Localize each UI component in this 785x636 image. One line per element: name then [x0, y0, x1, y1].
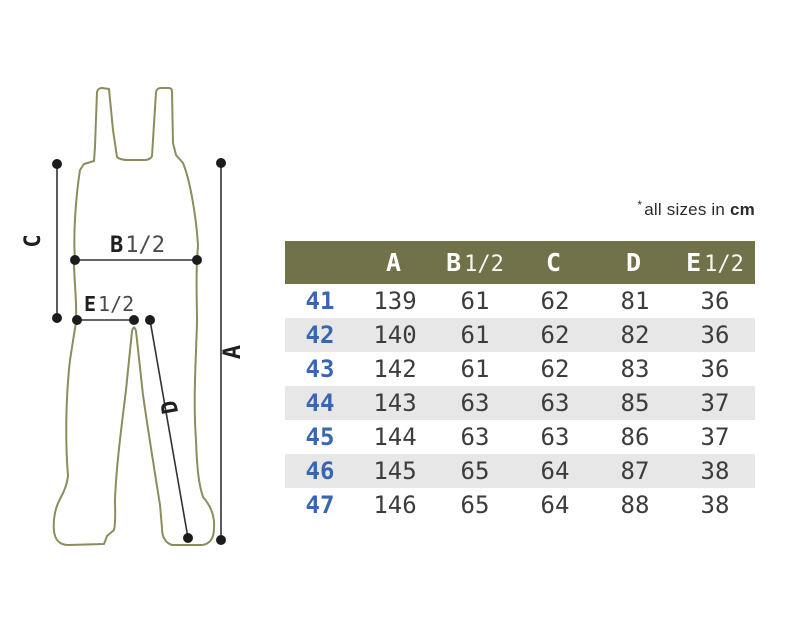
size-label: 43 [305, 355, 335, 383]
units-note-unit: cm [730, 200, 755, 219]
measurement-value: 63 [540, 423, 570, 451]
measurement-value: 63 [460, 423, 490, 451]
measure-label-e-letter: E [84, 292, 97, 316]
size-column-header [285, 241, 355, 284]
table-row [285, 318, 755, 352]
measurement-value: 87 [620, 457, 650, 485]
measurement-value: 61 [460, 355, 490, 383]
measure-dot [72, 315, 82, 325]
measurement-value: 37 [700, 423, 730, 451]
measurement-value: 140 [373, 321, 417, 349]
measure-dot [129, 315, 139, 325]
measurement-value: 38 [700, 491, 730, 519]
measurement-value: 38 [700, 457, 730, 485]
table-row [285, 284, 755, 318]
measurement-value: 88 [620, 491, 650, 519]
measurement-value: 62 [540, 355, 570, 383]
measurement-value: 146 [373, 491, 417, 519]
measurement-value: 81 [620, 287, 650, 315]
measurement-value: 63 [460, 389, 490, 417]
measurement-value: 86 [620, 423, 650, 451]
col-header-d: D [625, 248, 642, 277]
measurement-value: 142 [373, 355, 417, 383]
size-table [285, 241, 755, 522]
size-label: 44 [305, 389, 335, 417]
size-label: 45 [305, 423, 335, 451]
measure-label-b-frac: 1/2 [125, 233, 165, 258]
measure-dot [52, 159, 62, 169]
measurement-value: 36 [700, 321, 730, 349]
measurement-value: 62 [540, 321, 570, 349]
size-table-grid [285, 241, 755, 522]
measurement-value: 85 [620, 389, 650, 417]
measurement-value: 82 [620, 321, 650, 349]
measure-line-d [150, 320, 188, 538]
size-label: 47 [305, 491, 335, 519]
measure-label-b [110, 233, 165, 258]
table-row [285, 454, 755, 488]
measurement-value: 139 [373, 287, 417, 315]
table-row [285, 386, 755, 420]
measurement-value: 62 [540, 287, 570, 315]
measure-label-c: C [21, 234, 46, 248]
asterisk: * [637, 198, 643, 212]
measure-dot [216, 535, 226, 545]
measurement-value: 64 [540, 491, 570, 519]
col-header-c: C [545, 248, 562, 277]
size-label: 41 [305, 287, 335, 315]
measure-label-d: D [157, 398, 185, 416]
measure-dot [52, 313, 62, 323]
measurement-value: 61 [460, 321, 490, 349]
measure-dot [216, 158, 226, 168]
col-header-b: B 1/2 [446, 248, 504, 277]
waders-diagram [0, 0, 270, 600]
measurement-value: 63 [540, 389, 570, 417]
measurement-value: 36 [700, 355, 730, 383]
measurement-value: 37 [700, 389, 730, 417]
measurement-value: 65 [460, 457, 490, 485]
measurement-value: 64 [540, 457, 570, 485]
measurement-value: 61 [460, 287, 490, 315]
col-header-a: A [385, 248, 402, 277]
units-note [637, 198, 755, 220]
col-header-e: E 1/2 [686, 248, 744, 277]
measure-dot [192, 255, 202, 265]
measurement-value: 143 [373, 389, 417, 417]
measure-label-e [84, 292, 134, 316]
measure-label-a: A [218, 344, 246, 360]
measure-dot [70, 255, 80, 265]
measurement-value: 65 [460, 491, 490, 519]
size-label: 42 [305, 321, 335, 349]
measure-label-b-letter: B [110, 233, 124, 258]
measurement-value: 144 [373, 423, 417, 451]
table-header-row [285, 241, 755, 284]
measurement-value: 145 [373, 457, 417, 485]
table-row [285, 488, 755, 522]
size-table-body [285, 284, 755, 522]
table-row [285, 352, 755, 386]
measurement-value: 83 [620, 355, 650, 383]
measure-dot [183, 533, 193, 543]
size-label: 46 [305, 457, 335, 485]
measure-label-e-frac: 1/2 [98, 292, 135, 316]
measurement-value: 36 [700, 287, 730, 315]
table-row [285, 420, 755, 454]
measure-dot [145, 315, 155, 325]
units-note-text: all sizes in [644, 200, 726, 219]
